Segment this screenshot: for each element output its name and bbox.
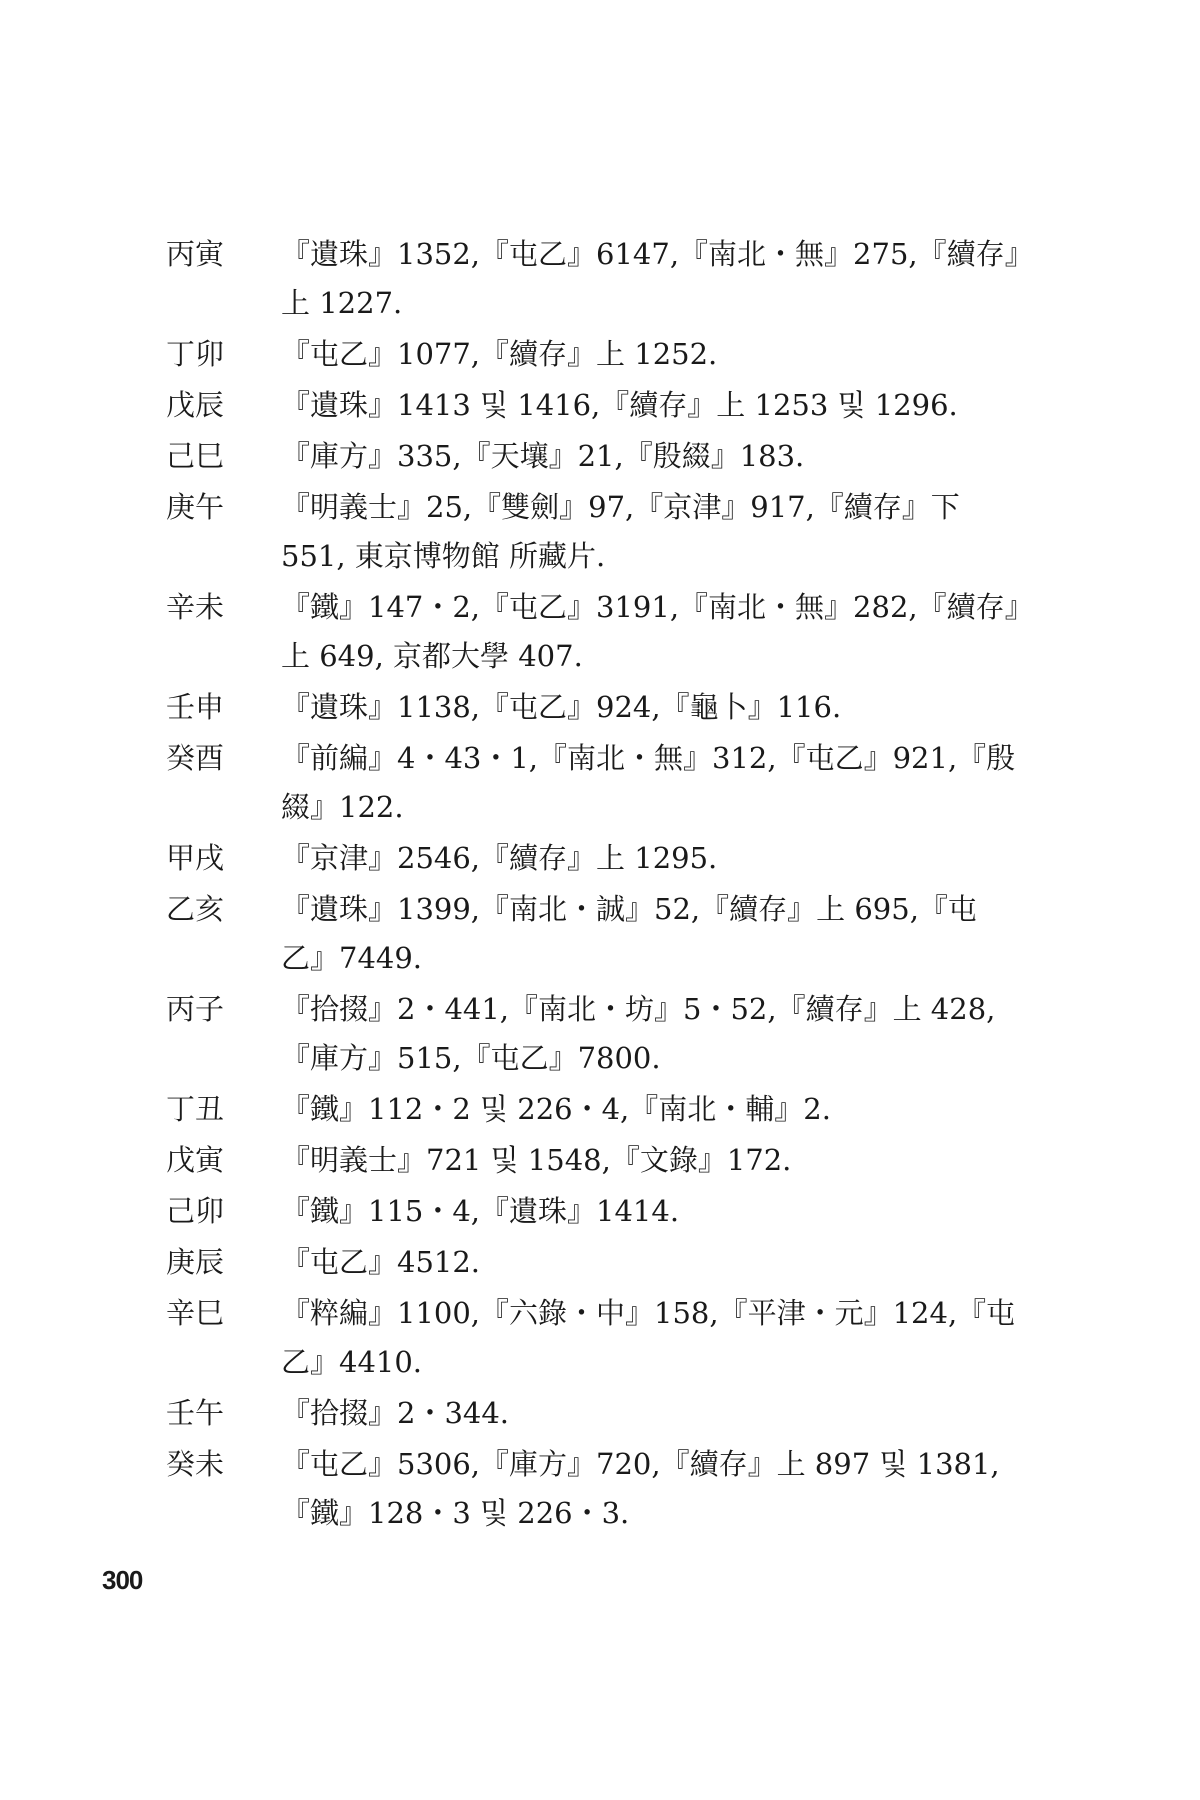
ganzhi-label: 丙子 bbox=[166, 992, 225, 1026]
reference-line: 『明義士』721 및 1548,『文錄』172. bbox=[281, 1143, 792, 1177]
reference-text bbox=[281, 1187, 986, 1236]
reference-line: 『遺珠』1138,『屯乙』924,『龜卜』116. bbox=[281, 690, 842, 724]
reference-text bbox=[281, 583, 1034, 681]
reference-line: 『屯乙』5306,『庫方』720,『續存』上 897 및 1381, bbox=[281, 1447, 1000, 1481]
ganzhi-label: 庚辰 bbox=[166, 1245, 225, 1279]
reference-line: 『京津』2546,『續存』上 1295. bbox=[281, 841, 718, 875]
reference-text bbox=[281, 432, 986, 481]
reference-line: 『鐵』128・3 및 226・3. bbox=[281, 1496, 630, 1530]
ganzhi-entry bbox=[166, 1085, 986, 1134]
ganzhi-entry bbox=[166, 834, 986, 883]
ganzhi-label: 乙亥 bbox=[166, 892, 225, 926]
reference-text bbox=[281, 381, 986, 430]
ganzhi-label: 辛未 bbox=[166, 590, 225, 624]
ganzhi-entry bbox=[166, 432, 986, 481]
ganzhi-label: 壬申 bbox=[166, 690, 225, 724]
reference-line: 『鐵』147・2,『屯乙』3191,『南北・無』282,『續存』 bbox=[281, 590, 1034, 624]
ganzhi-label: 丙寅 bbox=[166, 237, 225, 271]
ganzhi-entry bbox=[166, 381, 986, 430]
reference-line: 『遺珠』1352,『屯乙』6147,『南北・無』275,『續存』 bbox=[281, 237, 1034, 271]
ganzhi-label: 己卯 bbox=[166, 1194, 225, 1228]
reference-line: 『鐵』112・2 및 226・4,『南北・輔』2. bbox=[281, 1092, 831, 1126]
ganzhi-label: 癸酉 bbox=[166, 741, 225, 775]
ganzhi-entry bbox=[166, 1238, 986, 1287]
reference-line: 『屯乙』1077,『續存』上 1252. bbox=[281, 337, 718, 371]
reference-text bbox=[281, 683, 986, 732]
reference-line: 上 1227. bbox=[281, 286, 403, 320]
ganzhi-entry bbox=[166, 1440, 1000, 1538]
ganzhi-label: 丁丑 bbox=[166, 1092, 225, 1126]
reference-text bbox=[281, 230, 1034, 328]
reference-line: 乙』7449. bbox=[281, 941, 423, 975]
ganzhi-label: 甲戌 bbox=[166, 841, 225, 875]
reference-text bbox=[281, 985, 995, 1083]
reference-text bbox=[281, 483, 986, 581]
ganzhi-entry bbox=[166, 230, 1034, 328]
reference-line: 『鐵』115・4,『遺珠』1414. bbox=[281, 1194, 680, 1228]
reference-line: 551, 東京博物館 所藏片. bbox=[281, 539, 606, 573]
reference-text bbox=[281, 734, 1015, 832]
reference-text bbox=[281, 1136, 986, 1185]
reference-text bbox=[281, 1289, 1015, 1387]
ganzhi-label: 庚午 bbox=[166, 490, 225, 524]
reference-line: 乙』4410. bbox=[281, 1345, 423, 1379]
reference-text bbox=[281, 1389, 986, 1438]
ganzhi-entry bbox=[166, 1389, 986, 1438]
reference-text bbox=[281, 1085, 986, 1134]
ganzhi-entry bbox=[166, 734, 1016, 832]
ganzhi-label: 戊寅 bbox=[166, 1143, 225, 1177]
ganzhi-entry bbox=[166, 683, 986, 732]
reference-text bbox=[281, 834, 986, 883]
ganzhi-label: 壬午 bbox=[166, 1396, 225, 1430]
ganzhi-entry bbox=[166, 330, 986, 379]
reference-line: 『庫方』515,『屯乙』7800. bbox=[281, 1041, 661, 1075]
ganzhi-entry bbox=[166, 1136, 986, 1185]
reference-text bbox=[281, 330, 986, 379]
ganzhi-entry bbox=[166, 1289, 1016, 1387]
reference-line: 『屯乙』4512. bbox=[281, 1245, 481, 1279]
reference-text bbox=[281, 1238, 986, 1287]
ganzhi-entry bbox=[166, 1187, 986, 1236]
reference-text bbox=[281, 885, 986, 983]
ganzhi-label: 己巳 bbox=[166, 439, 225, 473]
ganzhi-reference-list bbox=[166, 230, 1034, 1540]
ganzhi-entry bbox=[166, 885, 986, 983]
reference-text bbox=[281, 1440, 1000, 1538]
reference-line: 『拾掇』2・441,『南北・坊』5・52,『續存』上 428, bbox=[281, 992, 996, 1026]
reference-line: 『前編』4・43・1,『南北・無』312,『屯乙』921,『殷 bbox=[281, 741, 1016, 775]
ganzhi-entry bbox=[166, 483, 986, 581]
reference-line: 『庫方』335,『天壤』21,『殷綴』183. bbox=[281, 439, 805, 473]
ganzhi-label: 癸未 bbox=[166, 1447, 225, 1481]
page-number: 300 bbox=[102, 1565, 143, 1595]
ganzhi-entry bbox=[166, 985, 996, 1083]
ganzhi-label: 辛巳 bbox=[166, 1296, 225, 1330]
reference-line: 『粹編』1100,『六錄・中』158,『平津・元』124,『屯 bbox=[281, 1296, 1016, 1330]
reference-line: 『遺珠』1399,『南北・誠』52,『續存』上 695,『屯 bbox=[281, 892, 977, 926]
reference-line: 『遺珠』1413 및 1416,『續存』上 1253 및 1296. bbox=[281, 388, 958, 422]
ganzhi-label: 戊辰 bbox=[166, 388, 225, 422]
reference-line: 上 649, 京都大學 407. bbox=[281, 639, 583, 673]
reference-line: 『明義士』25,『雙劍』97,『京津』917,『續存』下 bbox=[281, 490, 960, 524]
ganzhi-entry bbox=[166, 583, 1034, 681]
reference-line: 綴』122. bbox=[281, 790, 404, 824]
reference-line: 『拾掇』2・344. bbox=[281, 1396, 510, 1430]
ganzhi-label: 丁卯 bbox=[166, 337, 225, 371]
